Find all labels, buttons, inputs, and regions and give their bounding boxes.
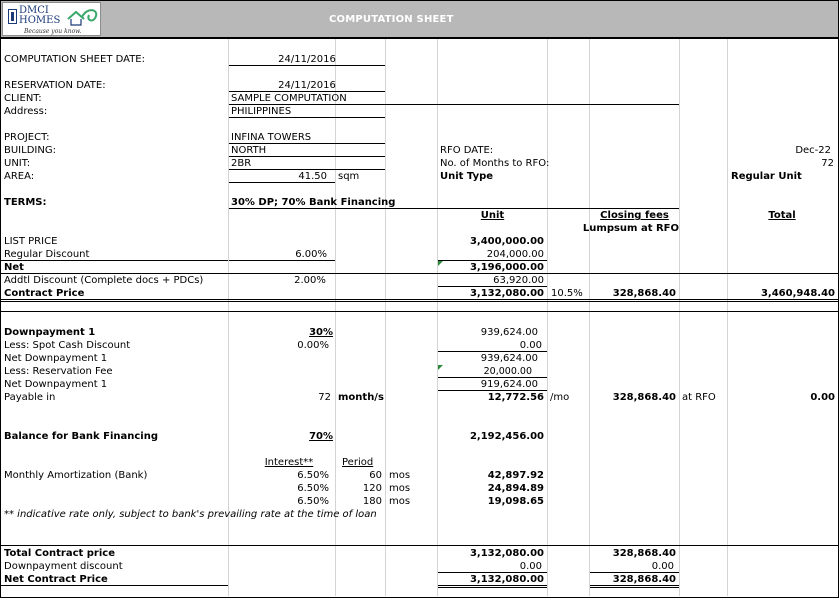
contract-price-value: 3,132,080.00 xyxy=(469,288,544,299)
house-swirl-icon xyxy=(65,5,101,29)
amortization-rate: 6.50% xyxy=(297,483,329,494)
net-downpayment-2-value: 919,624.00 xyxy=(480,379,538,390)
section-divider xyxy=(1,311,838,312)
regular-discount-pct: 6.00% xyxy=(295,249,327,260)
regular-discount-value: 204,000.00 xyxy=(486,249,544,260)
amortization-rate: 6.50% xyxy=(297,496,329,507)
contract-closing-fees: 328,868.40 xyxy=(612,288,676,299)
interest-rate-note: ** indicative rate only, subject to bank's prevailing rate at the time of loan xyxy=(4,509,377,520)
total-contract-price-unit: 3,132,080.00 xyxy=(469,548,544,559)
project-label: PROJECT: xyxy=(4,132,50,143)
rfo-date-value: Dec-22 xyxy=(795,145,831,156)
amortization-period: 180 xyxy=(362,496,382,507)
area-label: AREA: xyxy=(4,171,35,182)
amortization-rate: 6.50% xyxy=(297,470,329,481)
downpayment-discount-label: Downpayment discount xyxy=(4,561,123,572)
grid-col-line xyxy=(589,39,590,596)
total-contract-price-closing: 328,868.40 xyxy=(612,548,676,559)
amortization-amount: 42,897.92 xyxy=(487,470,544,481)
bank-balance-amount: 2,192,456.00 xyxy=(469,431,544,442)
spot-cash-value: 0.00 xyxy=(519,340,542,351)
amortization-period-unit: mos xyxy=(389,470,411,481)
unit-type-label: Unit Type xyxy=(440,171,494,182)
net-downpayment-2-label: Net Downpayment 1 xyxy=(4,379,108,390)
lumpsum-value: 328,868.40 xyxy=(612,392,676,403)
per-month-label: /mo xyxy=(550,392,570,403)
interest-header: Interest** xyxy=(264,457,314,468)
net-value: 3,196,000.00 xyxy=(469,262,544,273)
net-label: Net xyxy=(4,262,24,273)
header-banner xyxy=(1,1,838,39)
building-value: NORTH xyxy=(231,145,267,156)
area-value: 41.50 xyxy=(298,171,327,182)
addtl-discount-label: Addtl Discount (Complete docs + PDCs) xyxy=(4,275,204,286)
logo-line1: DMCI xyxy=(19,5,49,16)
amortization-period-unit: mos xyxy=(389,483,411,494)
downpayment-discount-closing: 0.00 xyxy=(651,561,674,572)
downpayment-label: Downpayment 1 xyxy=(4,327,96,338)
net-contract-price-closing: 328,868.40 xyxy=(612,574,676,585)
total-contract-price-label: Total Contract price xyxy=(4,548,116,559)
grid-col-line xyxy=(385,39,386,596)
col-header-lumpsum: Lumpsum at RFO xyxy=(582,223,679,234)
net-contract-price-label: Net Contract Price xyxy=(4,574,108,585)
col-header-closing-fees: Closing fees xyxy=(600,210,669,221)
amortization-period-unit: mos xyxy=(389,496,411,507)
reservation-date-label: RESERVATION DATE: xyxy=(4,80,106,91)
payable-months: 72 xyxy=(318,392,331,403)
amortization-amount: 19,098.65 xyxy=(487,496,544,507)
at-rfo-total: 0.00 xyxy=(810,392,835,403)
col-header-total: Total xyxy=(768,210,796,221)
regular-discount-label: Regular Discount xyxy=(4,249,90,260)
reservation-fee-value: 20,000.00 xyxy=(483,366,532,377)
addtl-discount-pct: 2.00% xyxy=(294,275,326,286)
bank-balance-label: Balance for Bank Financing xyxy=(4,431,158,442)
net-downpayment-value: 939,624.00 xyxy=(480,353,538,364)
amortization-amount: 24,894.89 xyxy=(487,483,544,494)
spot-cash-pct: 0.00% xyxy=(297,340,329,351)
project-value: INFINA TOWERS xyxy=(231,132,312,143)
spot-cash-label: Less: Spot Cash Discount xyxy=(4,340,131,351)
client-value: SAMPLE COMPUTATION xyxy=(231,93,347,104)
sheet-date-label: COMPUTATION SHEET DATE: xyxy=(4,54,145,65)
contract-price-label: Contract Price xyxy=(4,288,85,299)
bank-balance-pct: 70% xyxy=(309,431,333,442)
payable-months-unit: month/s xyxy=(338,392,384,403)
area-unit: sqm xyxy=(338,171,360,182)
addtl-discount-value: 63,920.00 xyxy=(493,275,544,286)
terms-label: TERMS: xyxy=(4,197,47,208)
list-price-label: LIST PRICE xyxy=(4,236,58,247)
months-rfo-label: No. of Months to RFO: xyxy=(440,158,550,169)
reservation-fee-label: Less: Reservation Fee xyxy=(4,366,113,377)
grid-col-line xyxy=(547,39,548,596)
at-rfo-label: at RFO xyxy=(682,392,716,403)
rfo-date-label: RFO DATE: xyxy=(440,145,494,156)
period-header: Period xyxy=(342,457,374,468)
section-divider xyxy=(1,545,838,546)
address-label: Address: xyxy=(4,106,48,117)
page-title: COMPUTATION SHEET xyxy=(329,14,454,25)
building-icon xyxy=(8,9,17,24)
monthly-amortization-label: Monthly Amortization (Bank) xyxy=(4,470,148,481)
unit-value: 2BR xyxy=(231,158,252,169)
unit-type-value: Regular Unit xyxy=(731,171,802,182)
downpayment-amount: 939,624.00 xyxy=(480,327,538,338)
reservation-date-value: 24/11/2016 xyxy=(278,80,336,91)
closing-rate: 10.5% xyxy=(551,288,583,299)
dmci-homes-logo xyxy=(2,2,101,36)
building-label: BUILDING: xyxy=(4,145,56,156)
amortization-period: 60 xyxy=(369,470,382,481)
downpayment-pct: 30% xyxy=(309,327,333,338)
grid-col-line xyxy=(679,39,680,596)
col-header-unit: Unit xyxy=(480,210,505,221)
client-label: CLIENT: xyxy=(4,93,42,104)
list-price-value: 3,400,000.00 xyxy=(469,236,544,247)
net-contract-price-unit: 3,132,080.00 xyxy=(469,574,544,585)
grid-col-line xyxy=(437,39,438,596)
monthly-payment: 12,772.56 xyxy=(487,392,544,403)
downpayment-discount-unit: 0.00 xyxy=(519,561,542,572)
sheet-date-value: 24/11/2016 xyxy=(278,54,336,65)
contract-total: 3,460,948.40 xyxy=(760,288,835,299)
unit-label: UNIT: xyxy=(4,158,31,169)
address-value: PHILIPPINES xyxy=(231,106,292,117)
grid-col-line xyxy=(727,39,728,596)
payable-in-label: Payable in xyxy=(4,392,56,403)
net-downpayment-label: Net Downpayment 1 xyxy=(4,353,108,364)
terms-value: 30% DP; 70% Bank Financing xyxy=(231,197,396,208)
logo-line2: HOMES xyxy=(19,15,61,26)
logo-tagline: Because you know. xyxy=(24,28,82,35)
months-rfo-value: 72 xyxy=(821,158,834,169)
amortization-period: 120 xyxy=(362,483,382,494)
